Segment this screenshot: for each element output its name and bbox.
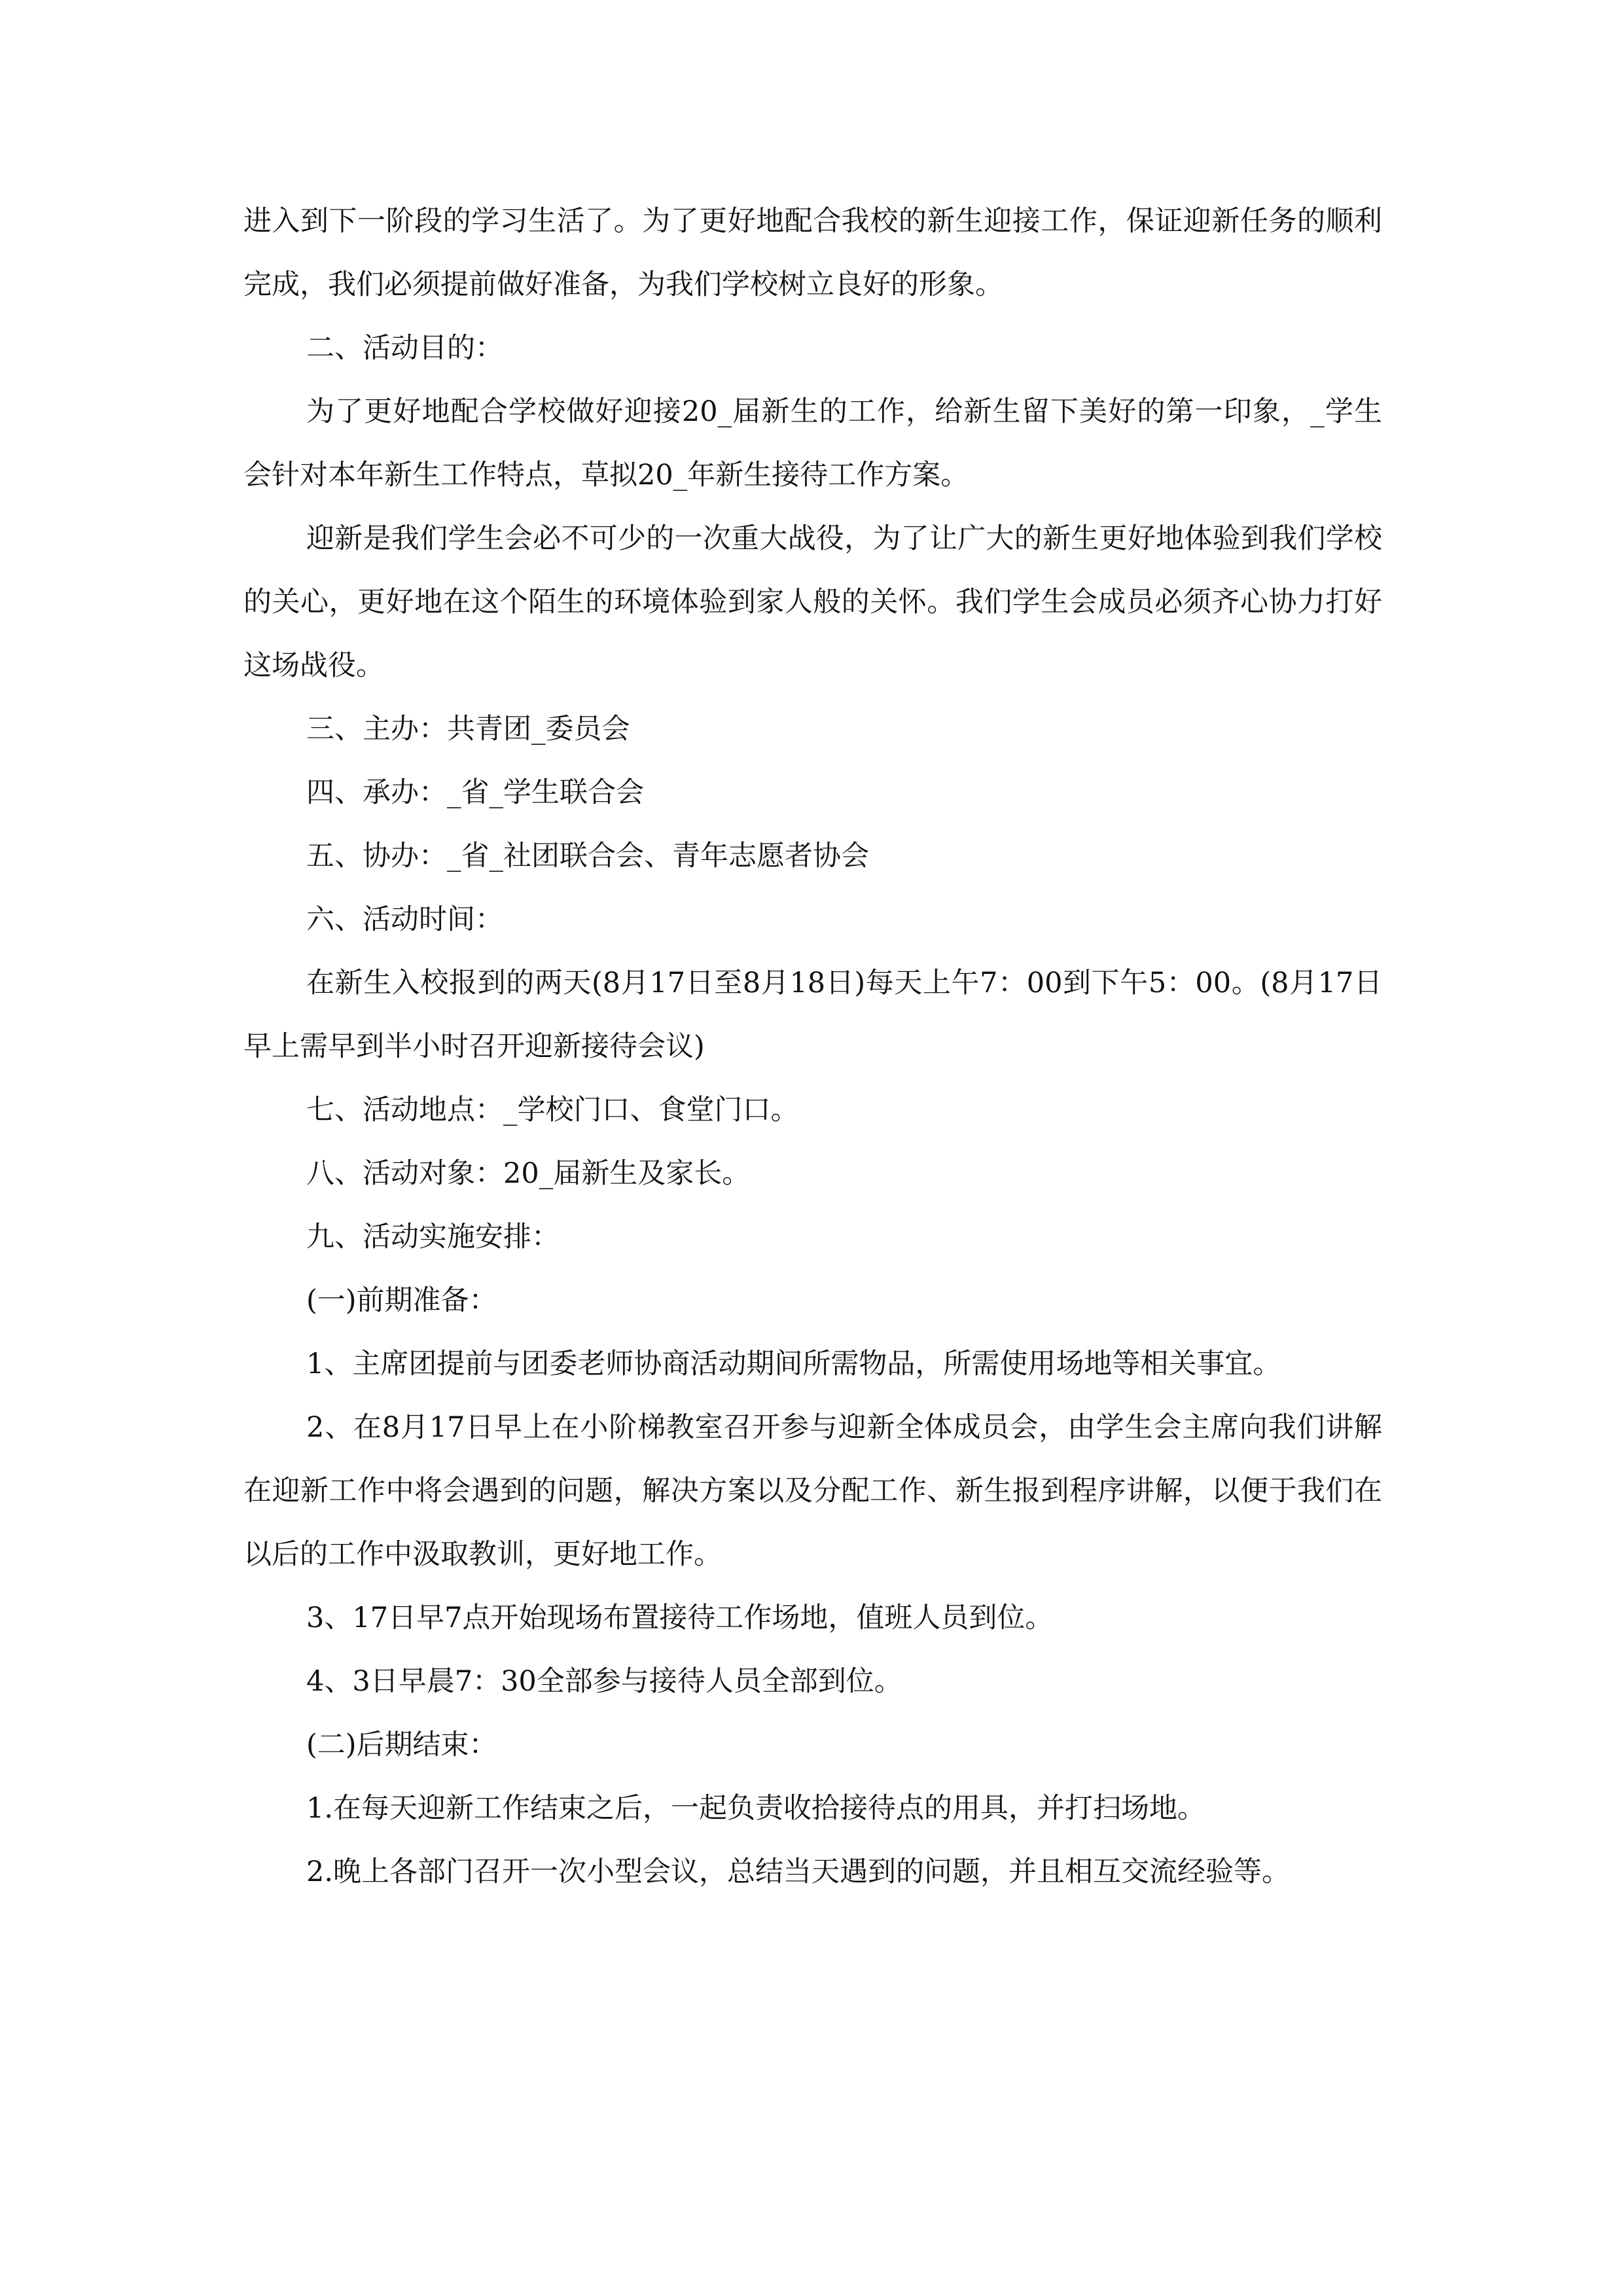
paragraph-purpose: 为了更好地配合学校做好迎接20_届新生的工作，给新生留下美好的第一印象，_学生会针对本年新生工作特点，草拟20_年新生接待工作方案。 xyxy=(243,395,1382,492)
item-activity-audience: 八、活动对象：20_届新生及家长。 xyxy=(306,1157,751,1190)
document-body xyxy=(243,190,1382,1904)
item-activity-location: 七、活动地点：_学校门口、食堂门口。 xyxy=(306,1094,799,1126)
item-organizer: 四、承办：_省_学生联合会 xyxy=(306,776,644,809)
wrap-up-step-2: 2.晚上各部门召开一次小型会议，总结当天遇到的问题，并且相互交流经验等。 xyxy=(306,1856,1291,1888)
wrap-up-step-1: 1.在每天迎新工作结束之后，一起负责收拾接待点的用具，并打扫场地。 xyxy=(306,1792,1206,1825)
heading-implementation: 九、活动实施安排： xyxy=(306,1221,560,1253)
heading-activity-time: 六、活动时间： xyxy=(306,903,503,936)
subheading-preparation: (一)前期准备： xyxy=(306,1284,497,1317)
paragraph-activity-time: 在新生入校报到的两天(8月17日至8月18日)每天上午7：00到下午5：00。(8月17日早上需早到半小时召开迎新接待会议) xyxy=(243,967,1382,1063)
prep-step-1: 1、主席团提前与团委老师协商活动期间所需物品，所需使用场地等相关事宜。 xyxy=(306,1348,1281,1380)
paragraph-welcome-importance: 迎新是我们学生会必不可少的一次重大战役，为了让广大的新生更好地体验到我们学校的关心，更好地在这个陌生的环境体验到家人般的关怀。我们学生会成员必须齐心协力打好这场战役。 xyxy=(243,522,1382,682)
item-co-organizer: 五、协办：_省_社团联合会、青年志愿者协会 xyxy=(306,840,869,872)
subheading-wrap-up: (二)后期结束： xyxy=(306,1729,497,1761)
prep-step-4: 4、3日早晨7：30全部参与接待人员全部到位。 xyxy=(306,1665,902,1698)
prep-step-3: 3、17日早7点开始现场布置接待工作场地，值班人员到位。 xyxy=(306,1602,1054,1634)
heading-activity-purpose: 二、活动目的： xyxy=(306,332,503,365)
prep-step-2: 2、在8月17日早上在小阶梯教室召开参与迎新全体成员会，由学生会主席向我们讲解在迎新工作中将会遇到的问题，解决方案以及分配工作、新生报到程序讲解，以便于我们在以后的工作中汲取教训，更好地工作。 xyxy=(243,1411,1382,1571)
paragraph-intro-continuation: 进入到下一阶段的学习生活了。为了更好地配合我校的新生迎接工作，保证迎新任务的顺利完成，我们必须提前做好准备，为我们学校树立良好的形象。 xyxy=(243,205,1382,301)
item-host: 三、主办：共青团_委员会 xyxy=(306,713,630,745)
